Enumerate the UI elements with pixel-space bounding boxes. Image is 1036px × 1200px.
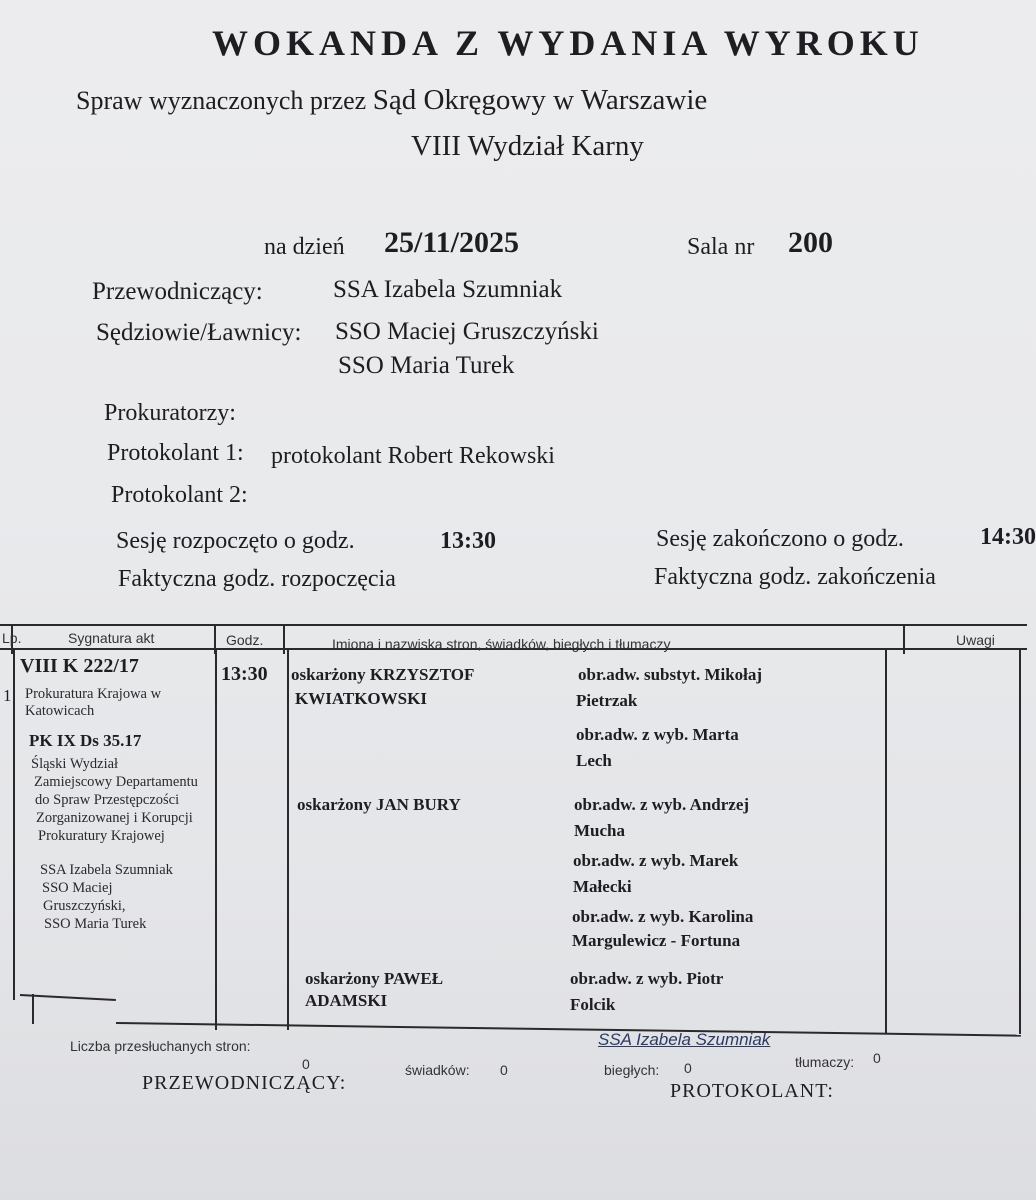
room-label: Sala nr bbox=[687, 234, 755, 260]
end-time: 14:30 bbox=[980, 524, 1036, 550]
department-line-1: Śląski Wydział bbox=[31, 756, 119, 772]
row-right-border bbox=[1019, 650, 1021, 1034]
chair-name: SSA Izabela Szumniak bbox=[333, 276, 563, 303]
header-notes: Uwagi bbox=[956, 632, 995, 648]
document-title: WOKANDA Z WYDANIA WYROKU bbox=[212, 23, 924, 63]
counsel-3-line-1: obr.adw. z wyb. Andrzej bbox=[574, 795, 750, 814]
pk-signature: PK IX Ds 35.17 bbox=[29, 731, 142, 750]
date-label: na dzień bbox=[264, 234, 345, 260]
actual-start-label: Faktyczna godz. rozpoczęcia bbox=[118, 566, 396, 592]
counsel-4-line-2: Małecki bbox=[573, 877, 632, 896]
prosecution-line-2: Katowicach bbox=[25, 703, 95, 719]
panel-line-4: SSO Maria Turek bbox=[44, 916, 147, 932]
case-time: 13:30 bbox=[221, 663, 268, 685]
row-corner-line bbox=[32, 994, 34, 1024]
interpreters-label: tłumaczy: bbox=[795, 1054, 855, 1070]
case-signature: VIII K 222/17 bbox=[20, 655, 139, 677]
header-time: Godz. bbox=[226, 632, 264, 648]
clerk1-name: protokolant Robert Rekowski bbox=[271, 443, 555, 469]
panel-line-2: SSO Maciej bbox=[42, 880, 113, 896]
prosecution-line-1: Prokuratura Krajowa w bbox=[25, 686, 162, 702]
col-line-2h bbox=[283, 624, 285, 654]
judge-signature: SSA Izabela Szumniak bbox=[598, 1030, 771, 1049]
col-line-1 bbox=[215, 650, 217, 1030]
judges-label: Sędziowie/Ławnicy: bbox=[96, 319, 302, 346]
panel-line-3: Gruszczyński, bbox=[43, 898, 126, 914]
chair-label: Przewodniczący: bbox=[92, 278, 263, 305]
col-line-3h bbox=[903, 624, 905, 654]
experts-label: biegłych: bbox=[604, 1062, 660, 1078]
counsel-2-line-2: Lech bbox=[576, 751, 612, 770]
col-line-2 bbox=[287, 650, 289, 1030]
header-no: Lp. bbox=[2, 630, 22, 646]
table-top-border bbox=[0, 624, 1027, 626]
counsel-5-line-2: Margulewicz - Fortuna bbox=[572, 931, 741, 950]
judge-2: SSO Maria Turek bbox=[338, 352, 515, 379]
cases-table bbox=[0, 618, 1027, 1058]
counsel-1-line-2: Pietrzak bbox=[576, 691, 638, 710]
session-date: 25/11/2025 bbox=[384, 226, 520, 259]
col-line-3 bbox=[885, 650, 887, 1034]
counsel-2-line-1: obr.adw. z wyb. Marta bbox=[576, 725, 739, 744]
counsel-3-line-2: Mucha bbox=[574, 821, 625, 840]
subtitle-prefix: Spraw wyznaczonych przez bbox=[76, 86, 367, 115]
court-line bbox=[76, 84, 707, 117]
witnesses-label: świadków: bbox=[405, 1062, 470, 1078]
department-line-2: Zamiejscowy Departamentu bbox=[34, 774, 198, 790]
heard-count: 0 bbox=[302, 1056, 310, 1072]
counsel-4-line-1: obr.adw. z wyb. Marek bbox=[573, 851, 739, 870]
clerk-sign-label: PROTOKOLANT: bbox=[670, 1080, 834, 1102]
division-name: VIII Wydział Karny bbox=[411, 130, 644, 162]
prosecutors-label: Prokuratorzy: bbox=[104, 400, 236, 426]
header-signature: Sygnatura akt bbox=[68, 630, 155, 646]
department-line-4: Zorganizowanej i Korupcji bbox=[36, 810, 193, 826]
heard-label: Liczba przesłuchanych stron: bbox=[70, 1038, 251, 1054]
counsel-6-line-1: obr.adw. z wyb. Piotr bbox=[570, 969, 724, 988]
row-number: 1 bbox=[3, 686, 12, 705]
counsel-6-line-2: Folcik bbox=[570, 995, 616, 1014]
defendant-2-line-1: oskarżony JAN BURY bbox=[297, 795, 461, 814]
clerk2-label: Protokolant 2: bbox=[111, 482, 248, 508]
defendant-3-line-2: ADAMSKI bbox=[305, 991, 388, 1010]
court-name: Sąd Okręgowy w Warszawie bbox=[372, 84, 708, 116]
defendant-1-line-2: KWIATKOWSKI bbox=[295, 689, 427, 708]
defendant-1-line-1: oskarżony KRZYSZTOF bbox=[291, 665, 475, 684]
counsel-1-line-1: obr.adw. substyt. Mikołaj bbox=[578, 665, 763, 684]
start-label: Sesję rozpoczęto o godz. bbox=[116, 528, 355, 554]
clerk1-label: Protokolant 1: bbox=[107, 440, 244, 466]
defendant-3-line-1: oskarżony PAWEŁ bbox=[305, 969, 444, 988]
header-parties: Imiona i nazwiska stron, świadków, biegłych i tłumaczy bbox=[332, 636, 671, 652]
start-time: 13:30 bbox=[440, 528, 496, 554]
end-label: Sesję zakończono o godz. bbox=[656, 526, 904, 552]
row-left-border bbox=[13, 650, 15, 1000]
interpreters-count: 0 bbox=[873, 1050, 881, 1066]
panel-line-1: SSA Izabela Szumniak bbox=[40, 862, 173, 878]
counsel-5-line-1: obr.adw. z wyb. Karolina bbox=[572, 907, 754, 926]
department-line-3: do Spraw Przestępczości bbox=[35, 792, 180, 808]
room-number: 200 bbox=[788, 226, 833, 259]
row-bottom-left bbox=[20, 994, 116, 1001]
department-line-5: Prokuratury Krajowej bbox=[38, 828, 165, 844]
experts-count: 0 bbox=[684, 1060, 692, 1076]
witnesses-count: 0 bbox=[500, 1062, 508, 1078]
actual-end-label: Faktyczna godz. zakończenia bbox=[654, 564, 936, 590]
judge-1: SSO Maciej Gruszczyński bbox=[335, 318, 599, 345]
chair-sign-label: PRZEWODNICZĄCY: bbox=[142, 1072, 347, 1094]
